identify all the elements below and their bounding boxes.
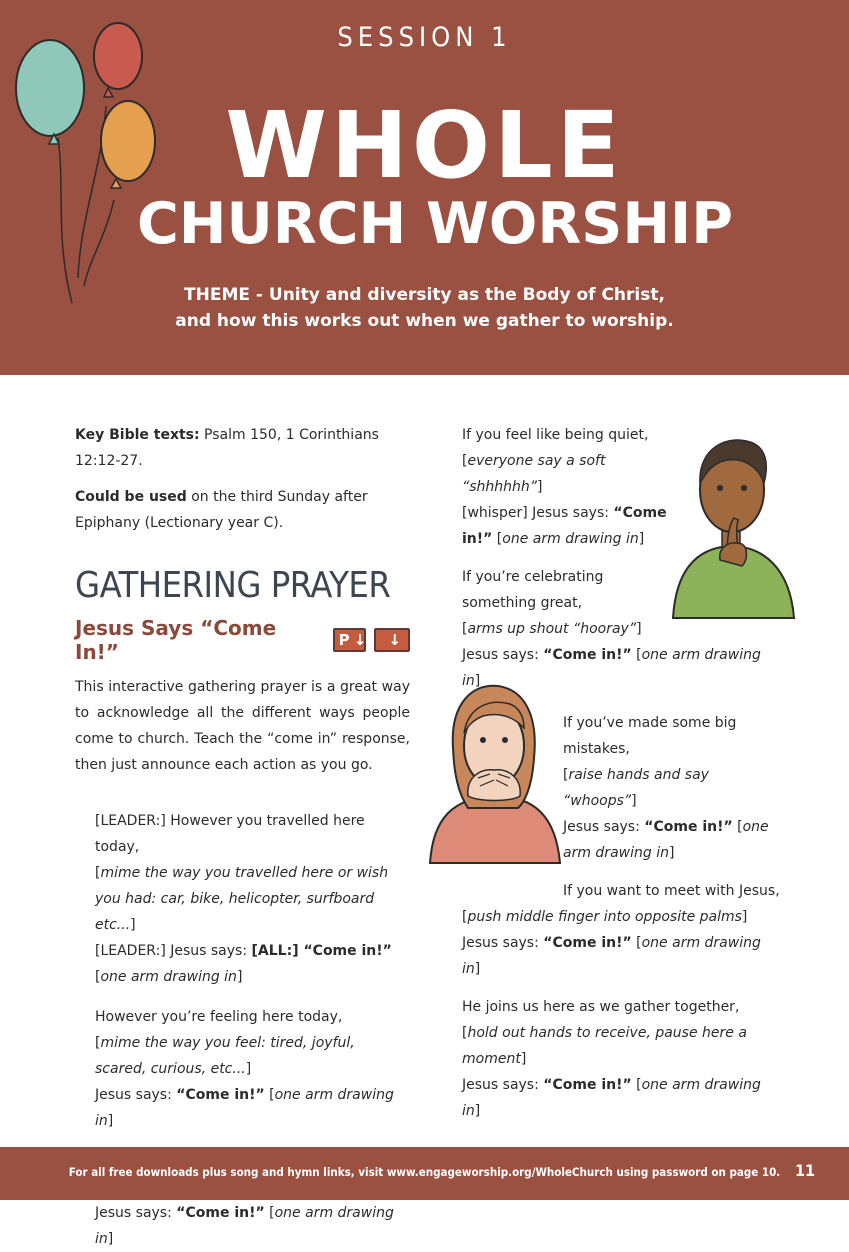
jesus-says-r3: Jesus says:: [563, 819, 645, 835]
response-noise: Jesus says: “Come in!” [one arm drawing in]: [95, 1204, 394, 1247]
come-in-r2: “Come in!”: [543, 647, 632, 663]
key-bible-texts: [75, 422, 410, 474]
action-travelled-text: mime the way you travelled here or wish you had: car, bike, helicopter, surfboard etc...: [95, 864, 389, 933]
come-in-r3: “Come in!”: [644, 819, 733, 835]
title-whole: WHOLE: [225, 92, 624, 199]
all-come-in: [ALL:] “Come in!”: [251, 942, 392, 959]
key-text: Psalm 150, 1 Corinthians 12:12-27.: [75, 427, 379, 469]
prayer-block-quiet: [462, 422, 667, 552]
arm-direction-1: [one arm drawing in]: [95, 968, 243, 985]
used-label: Could be used: [75, 489, 187, 505]
gathering-description: This interactive gathering prayer is a great way to acknowledge all the different ways people come to church. Teach the “come in” response, then just announce each action as you go.: [75, 678, 410, 773]
response-joins-us: Jesus says: “Come in!” [one arm drawing in]: [462, 1077, 761, 1119]
jesus-says-come-in-heading: Jesus Says “Come In!”: [75, 615, 277, 664]
quiet-line: If you feel like being quiet,: [462, 427, 649, 443]
quiet-man-illustration: [668, 428, 798, 618]
session-label: SESSION 1: [337, 22, 512, 53]
action-meet-jesus: [push middle finger into opposite palms]: [462, 909, 748, 925]
come-in-3: “Come in!”: [176, 1204, 265, 1221]
action-feeling: [mime the way you feel: tired, joyful, scared, curious, etc...]: [95, 1034, 355, 1077]
used-text: on the third Sunday after Epiphany (Lectionary year C).: [75, 489, 368, 531]
could-be-used: [75, 484, 410, 536]
powerpoint-download-icon[interactable]: P ↓: [333, 628, 367, 652]
one-arm-r1: one arm drawing in: [502, 531, 639, 547]
prayer-block-meet-jesus: [462, 878, 782, 982]
jesus-says-r5: Jesus says:: [462, 1077, 544, 1093]
response-feeling: Jesus says: “Come in!” [one arm drawing in]: [95, 1086, 394, 1129]
one-arm-2: one arm drawing in: [95, 1086, 394, 1129]
prayer-block-travelled: [75, 808, 410, 990]
come-in-2: “Come in!”: [176, 1086, 265, 1103]
response-quiet: [whisper] Jesus says: “Come in!” [one arm drawing in]: [462, 505, 667, 547]
action-celebrating: [arms up shout “hooray”]: [462, 621, 642, 637]
one-arm-r4: one arm drawing in: [462, 935, 761, 977]
left-column: [75, 422, 410, 1252]
prayer-block-feeling: [75, 1004, 410, 1134]
celebrating-line-2: something great,: [462, 595, 583, 611]
action-joins-us-text: hold out hands to receive, pause here a moment: [462, 1025, 747, 1067]
action-celebrating-text: arms up shout “hooray”: [467, 621, 637, 637]
jesus-says-3: Jesus says:: [95, 1204, 177, 1221]
joins-us-line: He joins us here as we gather together,: [462, 999, 740, 1015]
action-joins-us: [hold out hands to receive, pause here a moment]: [462, 1025, 747, 1067]
leader-response: [95, 938, 410, 964]
response-meet-jesus: Jesus says: “Come in!” [one arm drawing in]: [462, 935, 761, 977]
theme-line-1: THEME - Unity and diversity as the Body of Christ,: [184, 285, 665, 305]
gathering-subheading-row: [75, 616, 410, 664]
feeling-line: However you’re feeling here today,: [95, 1008, 343, 1025]
mistakes-line-1: If you’ve made some big: [563, 715, 737, 731]
action-meet-jesus-text: push middle finger into opposite palms: [467, 909, 742, 925]
one-arm-r3: one arm drawing in: [563, 819, 769, 861]
come-in-r5: “Come in!”: [543, 1077, 632, 1093]
action-mistakes-text: raise hands and say “whoops”: [563, 767, 709, 809]
action-feeling-text: mime the way you feel: tired, joyful, scared, curious, etc...: [95, 1034, 355, 1077]
one-arm-3: one arm drawing in: [95, 1204, 394, 1247]
whisper-jesus-says: [whisper] Jesus says:: [462, 505, 614, 521]
jesus-says-2: Jesus says:: [95, 1086, 177, 1103]
theme-line-2: and how this works out when we gather to worship.: [175, 311, 674, 331]
title-church-worship: CHURCH WORSHIP: [136, 191, 734, 257]
footer-bar: [0, 1147, 849, 1200]
download-icon[interactable]: ↓: [374, 628, 410, 652]
page-number: 11: [795, 1161, 816, 1180]
meet-jesus-line: If you want to meet with Jesus,: [563, 883, 780, 899]
leader-travelled: [LEADER:] However you travelled here today,: [95, 812, 365, 855]
celebrating-line-1: If you’re celebrating: [462, 569, 604, 585]
jesus-says-r2: Jesus says:: [462, 647, 544, 663]
response-celebrating: Jesus says: “Come in!” [one arm drawing in]: [462, 647, 761, 689]
header-banner: [0, 0, 849, 375]
action-quiet-text: everyone say a soft “shhhhhh”: [462, 453, 606, 495]
leader-jesus-says: [LEADER:] Jesus says:: [95, 942, 252, 959]
one-arm-r2: one arm drawing in: [462, 647, 761, 689]
come-in-r1: “Come in!”: [462, 505, 667, 547]
theme-text: [0, 282, 849, 334]
key-label: Key Bible texts:: [75, 427, 200, 443]
one-arm-r5: one arm drawing in: [462, 1077, 761, 1119]
come-in-r4: “Come in!”: [543, 935, 632, 951]
action-quiet: [everyone say a soft “shhhhhh”]: [462, 453, 606, 495]
action-travelled: [mime the way you travelled here or wish you had: car, bike, helicopter, surfboard etc...]: [95, 864, 389, 933]
gathering-prayer-heading: GATHERING PRAYER: [75, 565, 391, 606]
jesus-says-r4: Jesus says:: [462, 935, 544, 951]
one-arm-1: one arm drawing in: [100, 968, 237, 985]
whoops-woman-illustration: [428, 678, 563, 863]
footer-downloads-text: For all free downloads plus song and hymn links, visit www.engageworship.org/WholeChurch using password on page 10.: [68, 1165, 781, 1179]
mistakes-line-2: mistakes,: [563, 741, 630, 757]
action-mistakes: [raise hands and say “whoops”]: [563, 767, 709, 809]
response-mistakes: Jesus says: “Come in!” [one arm drawing in]: [563, 819, 769, 861]
prayer-block-mistakes: [563, 710, 773, 866]
prayer-block-joins-us: [462, 994, 782, 1124]
